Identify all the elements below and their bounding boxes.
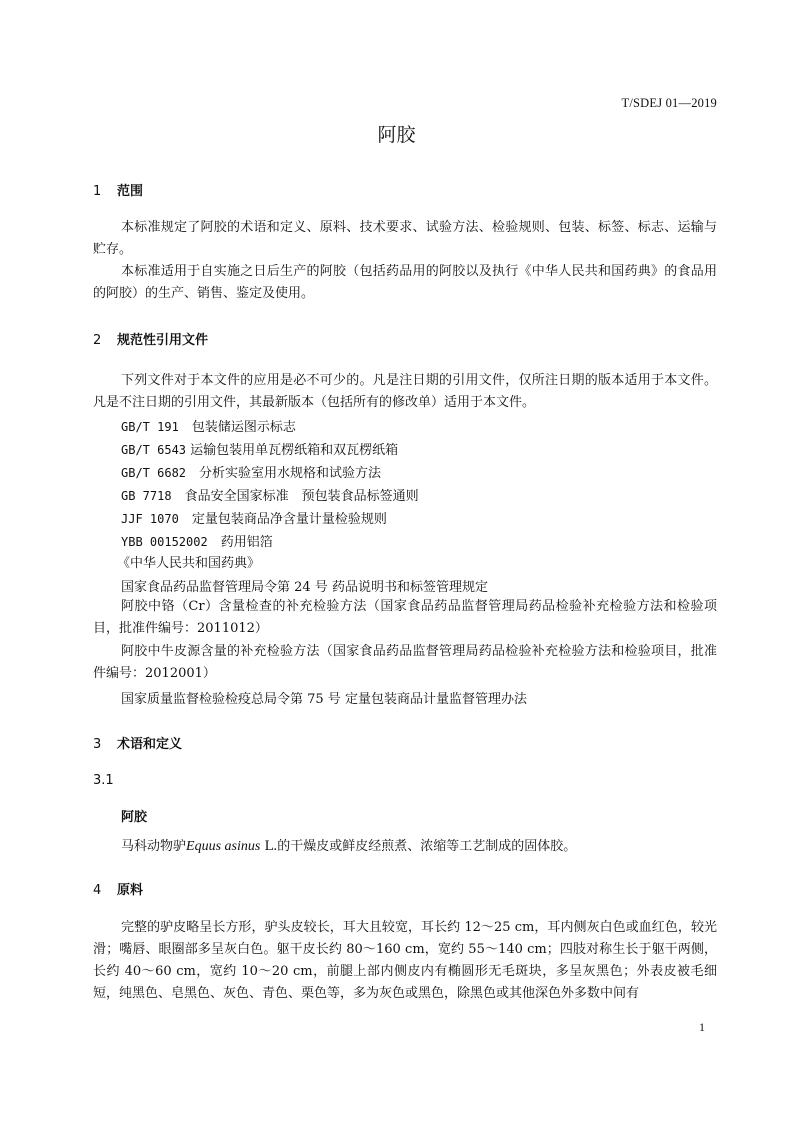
- subsection-number: 3.1: [93, 773, 114, 788]
- section-1-heading: [93, 180, 143, 199]
- reference-item: GB/T 6682 分析实验室用水规格和试验方法: [121, 466, 382, 481]
- reference-item: JJF 1070 定量包装商品净含量计量检验规则: [121, 512, 387, 527]
- section-number: 2: [93, 333, 102, 348]
- reference-order-24: 国家食品药品监督管理局令第 24 号 药品说明书和标签管理规定: [121, 580, 488, 595]
- latin-species-name: Equus asinus: [186, 839, 261, 854]
- reference-order-75: 国家质量监督检验检疫总局令第 75 号 定量包装商品计量监督管理办法: [121, 692, 527, 707]
- reference-item: GB/T 6543 运输包装用单瓦楞纸箱和双瓦楞纸箱: [121, 443, 399, 458]
- section-2-heading: [93, 329, 208, 348]
- document-title: 阿胶: [377, 124, 416, 146]
- document-code: T/SDEJ 01—2019: [621, 96, 717, 110]
- section-number: 4: [93, 883, 102, 898]
- section-title: 原料: [117, 883, 144, 898]
- raw-material-paragraph: 完整的驴皮略呈长方形，驴头皮较长，耳大且较宽，耳长约 12～25 cm，耳内侧灰白色或血红色，较光滑；嘴唇、眼圈部多呈灰白色。躯干皮长约 80～160 cm，宽约 55～140 cm；四肢对称生长于躯干两侧，长约 40～60 cm，宽约 10～20 cm，前腿上部内侧皮内有椭圆形无毛斑块，多呈灰黑色；外表皮被毛细短，纯黑色、皂黑色、灰色、青色、栗色等，多为灰色或黑色，除黑色或其他深色外多数中间有: [93, 920, 717, 1001]
- section-title: 范围: [117, 184, 144, 199]
- scope-paragraph-1: 本标准规定了阿胶的术语和定义、原料、技术要求、试验方法、检验规则、包装、标签、标志、运输与贮存。: [93, 220, 717, 257]
- reference-pharmacopoeia: 《中华人民共和国药典》: [117, 556, 261, 571]
- reference-cowhide-method: 阿胶中牛皮源含量的补充检验方法（国家食品药品监督管理局药品检验补充检验方法和检验项目，批准件编号：2012001）: [93, 644, 717, 681]
- term-definition: 马科动物驴Equus asinus L.的干燥皮或鲜皮经煎煮、浓缩等工艺制成的固体胶。: [121, 839, 577, 854]
- references-intro: 下列文件对于本文件的应用是必不可少的。凡是注日期的引用文件，仅所注日期的版本适用于本文件。凡是不注日期的引用文件，其最新版本（包括所有的修改单）适用于本文件。: [93, 373, 717, 410]
- scope-paragraph-2: 本标准适用于自实施之日后生产的阿胶（包括药品用的阿胶以及执行《中华人民共和国药典》的食品用的阿胶）的生产、销售、鉴定及使用。: [93, 264, 717, 301]
- term-name: 阿胶: [121, 810, 148, 825]
- reference-chromium-method: 阿胶中铬（Cr）含量检查的补充检验方法（国家食品药品监督管理局药品检验补充检验方法和检验项目，批准件编号：2011012）: [93, 599, 717, 636]
- section-3-heading: [93, 733, 182, 752]
- section-number: 3: [93, 737, 102, 752]
- section-number: 1: [93, 184, 102, 199]
- section-title: 术语和定义: [117, 737, 183, 752]
- reference-item: YBB 00152002 药用铝箔: [121, 535, 273, 550]
- section-4-heading: [93, 879, 143, 898]
- page-number: 1: [699, 1020, 705, 1034]
- reference-item: GB 7718 食品安全国家标准 预包装食品标签通则: [121, 489, 419, 504]
- reference-item: GB/T 191 包装储运图示标志: [121, 420, 296, 435]
- section-title: 规范性引用文件: [117, 333, 209, 348]
